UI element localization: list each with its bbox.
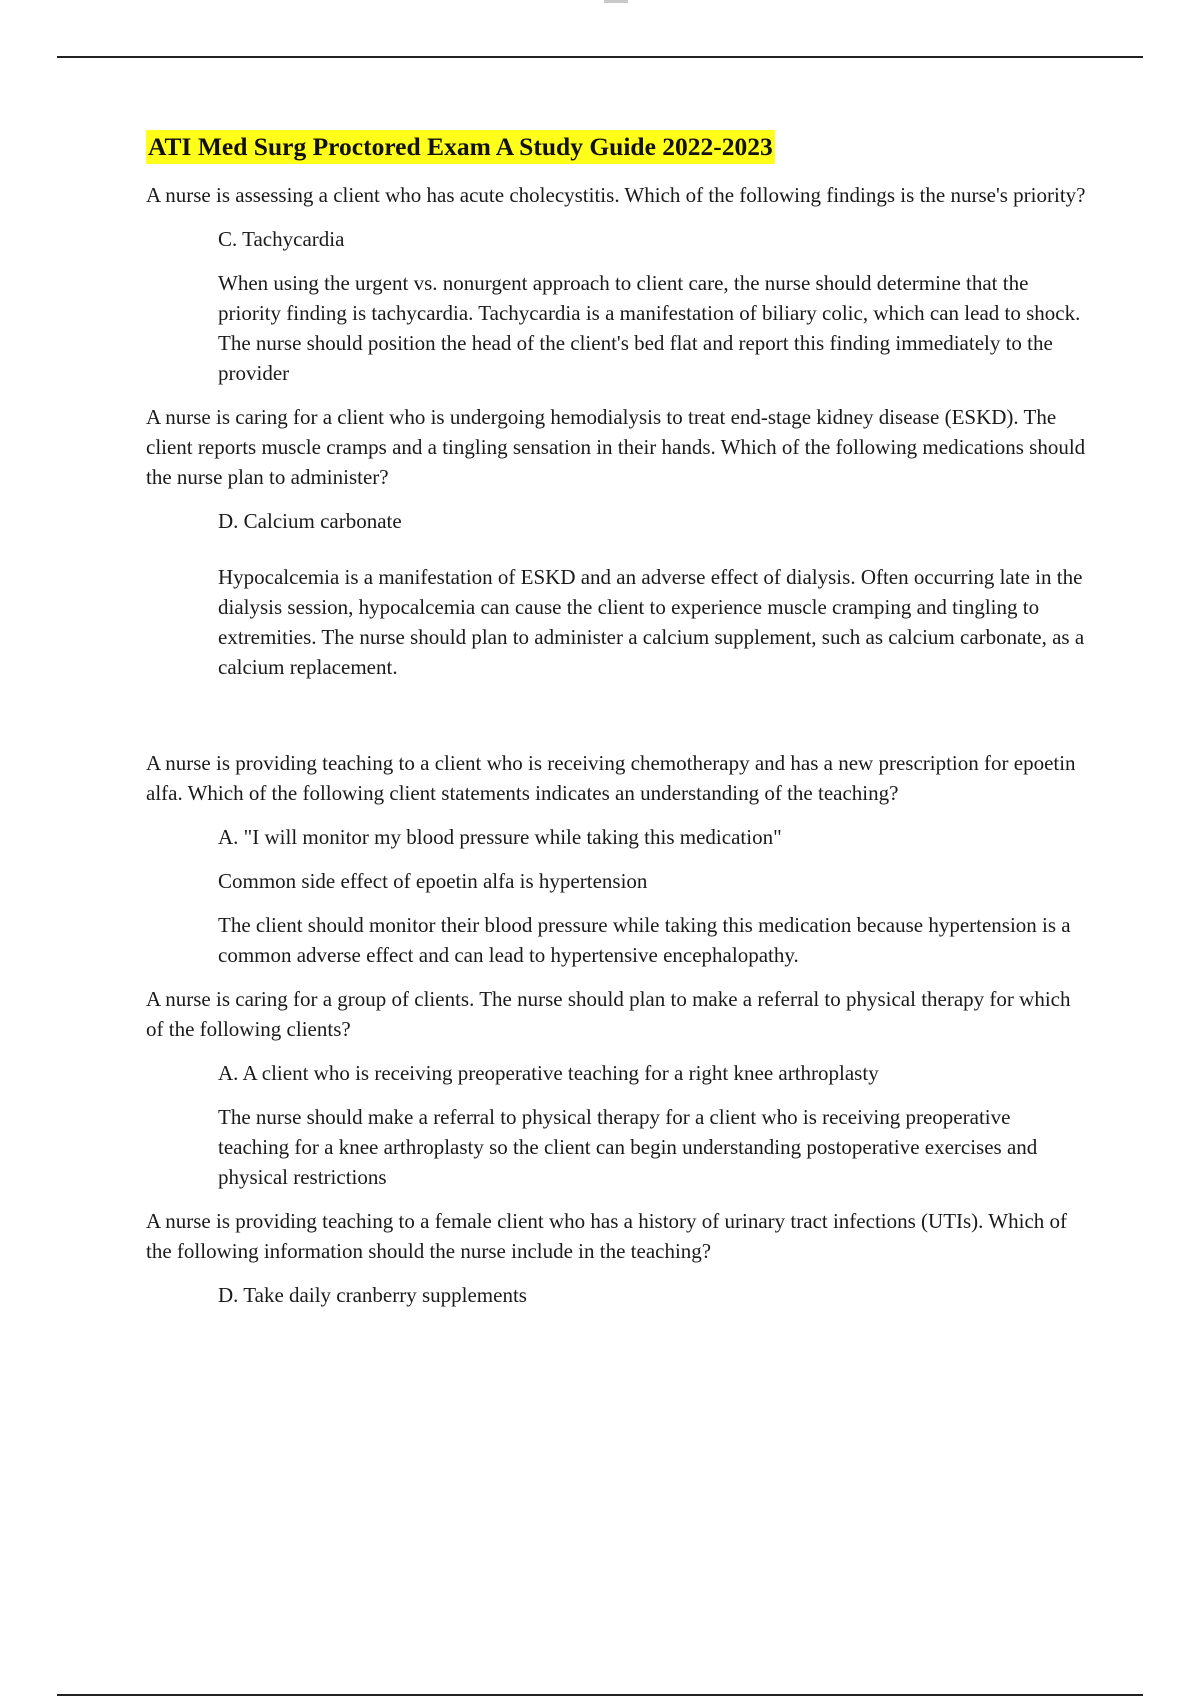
question-text: A nurse is caring for a client who is undergoing hemodialysis to treat end-stage kidney disease (ESKD). The client reports muscle cramps and a tingling sensation in their hands. Which of the following medications should the nurse plan to administer? [146, 405, 1086, 489]
document-title: ATI Med Surg Proctored Exam A Study Guide 2022-2023 [146, 130, 775, 164]
header-rule [57, 56, 1143, 58]
rationale-text: When using the urgent vs. nonurgent approach to client care, the nurse should determine that the priority finding is tachycardia. Tachycardia is a manifestation of biliary colic, which can lead to shock. The nurse should position the head of the client's bed flat and report this finding immediately to the provider [218, 271, 1081, 385]
answer-text: C. Tachycardia [218, 227, 345, 251]
answer-text: A. A client who is receiving preoperative teaching for a right knee arthroplasty [218, 1061, 879, 1085]
answer-text: A. "I will monitor my blood pressure while taking this medication" [218, 825, 782, 849]
answer-text: D. Take daily cranberry supplements [218, 1283, 527, 1307]
footer-rule [57, 1694, 1143, 1696]
qa-item-4 [146, 984, 1086, 1192]
question-text: A nurse is providing teaching to a client who is receiving chemotherapy and has a new prescription for epoetin alfa. Which of the following client statements indicates an understanding of the teaching? [146, 751, 1076, 805]
question-text: A nurse is assessing a client who has acute cholecystitis. Which of the following findings is the nurse's priority? [146, 183, 1086, 207]
rationale-text: The nurse should make a referral to physical therapy for a client who is receiving preoperative teaching for a knee arthroplasty so the client can begin understanding postoperative exercises and physical restrictions [218, 1105, 1038, 1189]
question-text: A nurse is caring for a group of clients. The nurse should plan to make a referral to physical therapy for which of the following clients? [146, 987, 1071, 1041]
answer-text: D. Calcium carbonate [218, 509, 402, 533]
qa-item-1 [146, 180, 1086, 388]
question-text: A nurse is providing teaching to a female client who has a history of urinary tract infections (UTIs). Which of the following information should the nurse include in the teaching? [146, 1209, 1068, 1263]
rationale-text: The client should monitor their blood pressure while taking this medication because hypertension is a common adverse effect and can lead to hypertensive encephalopathy. [218, 913, 1071, 967]
rationale-text: Common side effect of epoetin alfa is hypertension [218, 869, 648, 893]
spacer [146, 696, 1086, 748]
qa-item-5 [146, 1206, 1086, 1310]
document-body [146, 130, 1086, 1324]
qa-item-3 [146, 748, 1086, 970]
page-top-mark [604, 0, 628, 3]
rationale-text: Hypocalcemia is a manifestation of ESKD and an adverse effect of dialysis. Often occurring late in the dialysis session, hypocalcemia can cause the client to experience muscle cramping and tingling to extremities. The nurse should plan to administer a calcium supplement, such as calcium carbonate, as a calcium replacement. [218, 565, 1085, 679]
qa-item-2 [146, 402, 1086, 682]
